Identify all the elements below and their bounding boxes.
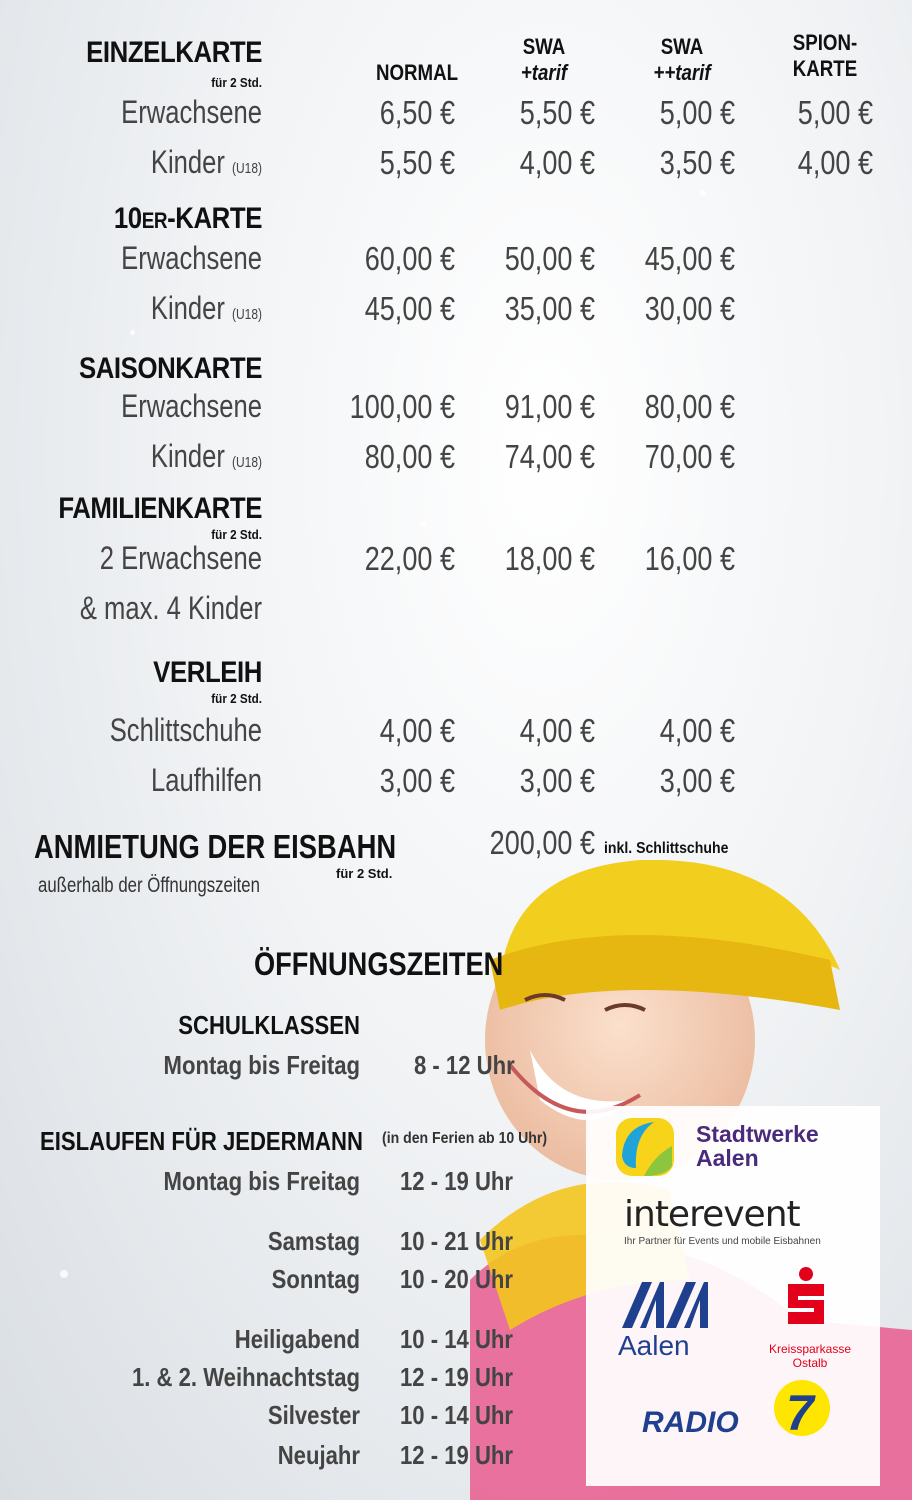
hours-time: 10 - 14 Uhr: [400, 1400, 514, 1430]
hours-day: Samstag: [267, 1226, 360, 1256]
schule-day: Montag bis Freitag: [163, 1050, 360, 1080]
col-normal: NORMAL: [375, 60, 459, 85]
price: 30,00 €: [644, 290, 735, 327]
einzel-sub: für 2 Std.: [211, 75, 262, 90]
saison-adult-label: Erwachsene: [121, 388, 262, 424]
hours-time: 10 - 21 Uhr: [400, 1226, 514, 1256]
price: 100,00 €: [349, 388, 455, 425]
sponsor-panel: [586, 1106, 880, 1486]
price: 70,00 €: [644, 438, 735, 475]
col-spionkarte: SPION- KARTE: [792, 30, 858, 81]
verleih-skates-label: Schlittschuhe: [109, 712, 263, 748]
price: 22,00 €: [364, 540, 455, 577]
hours-time: 12 - 19 Uhr: [400, 1166, 514, 1196]
price: 4,00 €: [379, 712, 455, 749]
col-swa-plus-tarif: SWA ++tarif: [653, 34, 711, 85]
price: 3,50 €: [659, 144, 735, 181]
hours-day: Montag bis Freitag: [163, 1166, 360, 1196]
price: 4,00 €: [519, 712, 595, 749]
hours-day: Sonntag: [271, 1264, 360, 1294]
anmietung-note: außerhalb der Öffnungszeiten: [38, 874, 260, 897]
stadtwerke-logo-icon: [614, 1116, 676, 1178]
jeder-title: EISLAUFEN FÜR JEDERMANN: [40, 1126, 363, 1156]
hours-time: 10 - 20 Uhr: [400, 1264, 514, 1294]
price: 45,00 €: [364, 290, 455, 327]
hours-day: Silvester: [267, 1400, 360, 1430]
price: 80,00 €: [364, 438, 455, 475]
anmietung-sub: für 2 Std.: [336, 866, 393, 881]
familie-title: FAMILIENKARTE: [58, 492, 262, 525]
schule-time: 8 - 12 Uhr: [414, 1050, 515, 1080]
price: 5,00 €: [797, 94, 873, 131]
sparkasse-logo: Kreissparkasse Ostalb: [768, 1342, 852, 1370]
price: 4,00 €: [519, 144, 595, 181]
jeder-note: (in den Ferien ab 10 Uhr): [382, 1130, 548, 1147]
price: 5,50 €: [519, 94, 595, 131]
price: 80,00 €: [644, 388, 735, 425]
price: 6,50 €: [379, 94, 455, 131]
einzel-title: EINZELKARTE: [86, 36, 262, 69]
col-swa-tarif: SWA +tarif: [520, 34, 568, 85]
zehner-title: 10ER-KARTE: [113, 202, 262, 235]
price: 5,00 €: [659, 94, 735, 131]
hours-day: 1. & 2. Weihnachtstag: [131, 1362, 360, 1392]
aalen-logo-icon: [618, 1278, 710, 1330]
schule-title: SCHULKLASSEN: [178, 1010, 360, 1040]
einzel-adult-label: Erwachsene: [121, 94, 262, 130]
price: 45,00 €: [644, 240, 735, 277]
verleih-title: VERLEIH: [153, 656, 262, 689]
zehner-adult-label: Erwachsene: [121, 240, 262, 276]
price: 4,00 €: [797, 144, 873, 181]
verleih-walker-label: Laufhilfen: [150, 762, 262, 798]
price: 18,00 €: [504, 540, 595, 577]
zehner-child-label: Kinder (U18): [150, 290, 262, 326]
anmietung-price: 200,00 €: [489, 824, 595, 861]
hours-time: 12 - 19 Uhr: [400, 1362, 514, 1392]
snowflake: [700, 190, 706, 196]
hours-day: Heiligabend: [234, 1324, 360, 1354]
saison-title: SAISONKARTE: [78, 352, 262, 385]
anmietung-price-note: inkl. Schlittschuhe: [604, 840, 729, 857]
price: 60,00 €: [364, 240, 455, 277]
radio7-number: 7: [786, 1385, 814, 1441]
snowflake: [130, 330, 135, 335]
hours-time: 12 - 19 Uhr: [400, 1440, 514, 1470]
price: 3,00 €: [379, 762, 455, 799]
familie-line1: 2 Erwachsene: [99, 540, 262, 576]
oeffnung-title: ÖFFNUNGSZEITEN: [254, 946, 504, 982]
price: 16,00 €: [644, 540, 735, 577]
sparkasse-logo-icon: [784, 1266, 828, 1326]
price: 35,00 €: [504, 290, 595, 327]
saison-child-label: Kinder (U18): [150, 438, 262, 474]
hours-time: 10 - 14 Uhr: [400, 1324, 514, 1354]
interevent-logo: interevent: [624, 1194, 800, 1235]
radio7-logo: RADIO: [642, 1406, 739, 1439]
interevent-tagline: Ihr Partner für Events und mobile Eisbahnen: [624, 1236, 821, 1247]
price: 5,50 €: [379, 144, 455, 181]
einzel-child-label: Kinder (U18): [150, 144, 262, 180]
price: 3,00 €: [659, 762, 735, 799]
price: 91,00 €: [504, 388, 595, 425]
familie-line2: & max. 4 Kinder: [79, 590, 262, 626]
familie-sub: für 2 Std.: [211, 527, 262, 542]
price: 4,00 €: [659, 712, 735, 749]
verleih-sub: für 2 Std.: [211, 691, 262, 706]
anmietung-title: ANMIETUNG DER EISBAHN: [34, 828, 397, 865]
price: 3,00 €: [519, 762, 595, 799]
hours-day: Neujahr: [277, 1440, 360, 1470]
price: 74,00 €: [504, 438, 595, 475]
snowflake: [420, 520, 427, 527]
price: 50,00 €: [504, 240, 595, 277]
stadtwerke-logo: Stadtwerke Aalen: [696, 1121, 819, 1171]
aalen-logo: Aalen: [618, 1330, 690, 1361]
